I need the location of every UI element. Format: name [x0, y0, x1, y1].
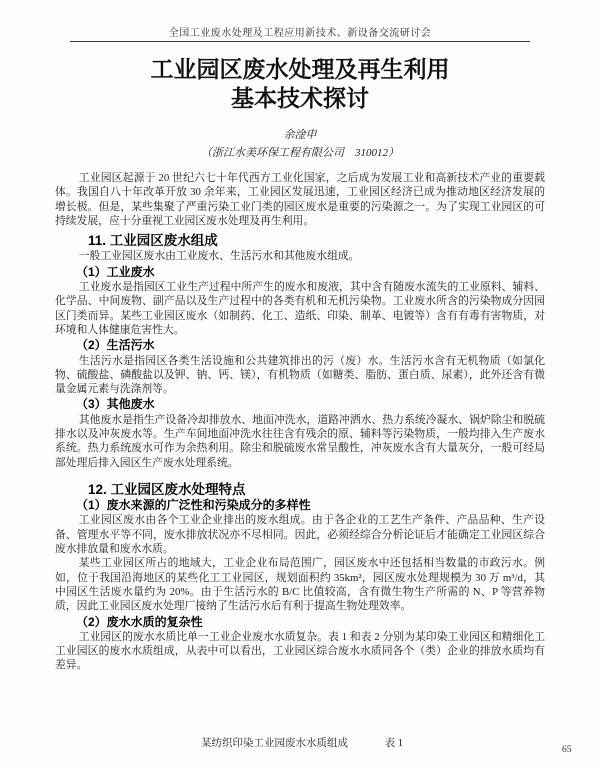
section-11-sub2-paragraph: 生活污水是指园区各类生活设施和公共建筑排出的污（废）水。生活污水含有无机物质（如氯化物、硫酸盐、磷酸盐以及钾、钠、钙、镁），有机物质（如糖类、脂肪、蛋白质、尿素），此外还含有微量金属元素与洗涤剂等。 — [55, 354, 545, 396]
section-12-sub1-paragraph-1: 工业园区废水由各个工业企业排出的废水组成。由于各企业的工艺生产条件、产品品种、生产设备、管理水平等不同，废水排放状况亦不尽相同。因此，必须经综合分析论证后才能确定工业园区综合废水排放量和废水水质。 — [55, 514, 545, 556]
section-11-heading: 11. 工业园区废水组成 — [88, 233, 218, 249]
section-11-sub2-heading: （2）生活污水 — [76, 338, 155, 353]
table-label: 表 1 — [384, 738, 403, 749]
running-header: 全国工业废水处理及工程应用新技术、新设备交流研讨会 — [168, 28, 432, 39]
intro-paragraph: 工业园区起源于 20 世纪六七十年代西方工业化国家，之后成为发展工业和高新技术产业的重要载体。我国自八十年改革开放 30 余年来，工业园区发展迅速，工业园区经济已成为推动地区经济发展的增长极。但是，某些集聚了严重污染工业门类的园区废水是重要的污染源之一。为了实现工业园区的可持续发展，应十分重视工业园区废水处理及再生利用。 — [55, 171, 545, 227]
author-affiliation: （浙江水美环保工程有限公司 310012） — [201, 146, 399, 159]
section-12-sub2-paragraph: 工业园区的废水水质比单一工业企业废水水质复杂。表 1 和表 2 分别为某印染工业园区和精细化工工业园区的废水水质组成，从表中可以看出，工业园区综合废水水质同各个（类）企业的排放水质均有差异。 — [55, 630, 545, 672]
table-caption-row — [55, 735, 545, 750]
page-number: 65 — [562, 745, 572, 755]
author-name: 余淦申 — [283, 128, 317, 141]
section-12-sub1-paragraph-2: 某些工业园区所占的地域大，工业企业布局范围广，园区废水中还包括相当数量的市政污水。例如，位于我国沿海地区的某些化工工业园区，规划面积约 35km²，园区废水处理规模为 30 万 m³/d，其中园区生活废水量约为 20%。由于生活污水的 B/C 比值较高，含有微生物生产所需的 N、P 等营养物质，因此工业园区废水处理厂接纳了生活污水后有利于提高生物处理效率。 — [55, 557, 545, 613]
section-12-sub1-heading: （1）废水来源的广泛性和污染成分的多样性 — [76, 498, 311, 513]
section-12-sub2-heading: （2）废水水质的复杂性 — [76, 614, 203, 629]
paper-title — [55, 55, 545, 113]
section-11-lead: 一般工业园区废水由工业废水、生活污水和其他废水组成。 — [78, 250, 360, 263]
paper-title-line2: 基本技术探讨 — [231, 84, 369, 111]
section-11-sub1-heading: （1）工业废水 — [76, 264, 155, 279]
section-11-sub1-paragraph: 工业废水是指园区工业生产过程中所产生的废水和废液，其中含有随废水流失的工业原料、辅料、化学品、中间废物、副产品以及生产过程中的各类有机和无机污染物。工业废水所含的污染物成分因园区门类而异。某些工业园区废水（如制药、化工、造纸、印染、制革、电镀等）含有有毒有害物质，对环境和人体健康危害性大。 — [55, 281, 545, 336]
section-12-heading: 12. 工业园区废水处理特点 — [88, 481, 246, 497]
header-divider — [70, 41, 530, 42]
table-caption: 某纺织印染工业园废水水质组成 — [201, 738, 348, 749]
document-body — [55, 171, 545, 673]
paper-title-line1: 工业园区废水处理及再生利用 — [150, 56, 450, 82]
section-11-sub3-paragraph: 其他废水是指生产设备冷却排放水、地面冲洗水，道路冲洒水、热力系统冷凝水、锅炉除尘和脱硫排水以及冲灰废水等。生产车间地面冲洗水往往含有残余的原、辅料等污染物质，一般均排入生产废水系统。热力系统废水可作为余热利用。除尘和脱硫废水常呈酸性，冲灰废水含有大量灰分，一般可经局部处理后排入园区生产废水处理系统。 — [55, 413, 545, 469]
section-11-sub3-heading: （3）其他废水 — [76, 397, 155, 412]
